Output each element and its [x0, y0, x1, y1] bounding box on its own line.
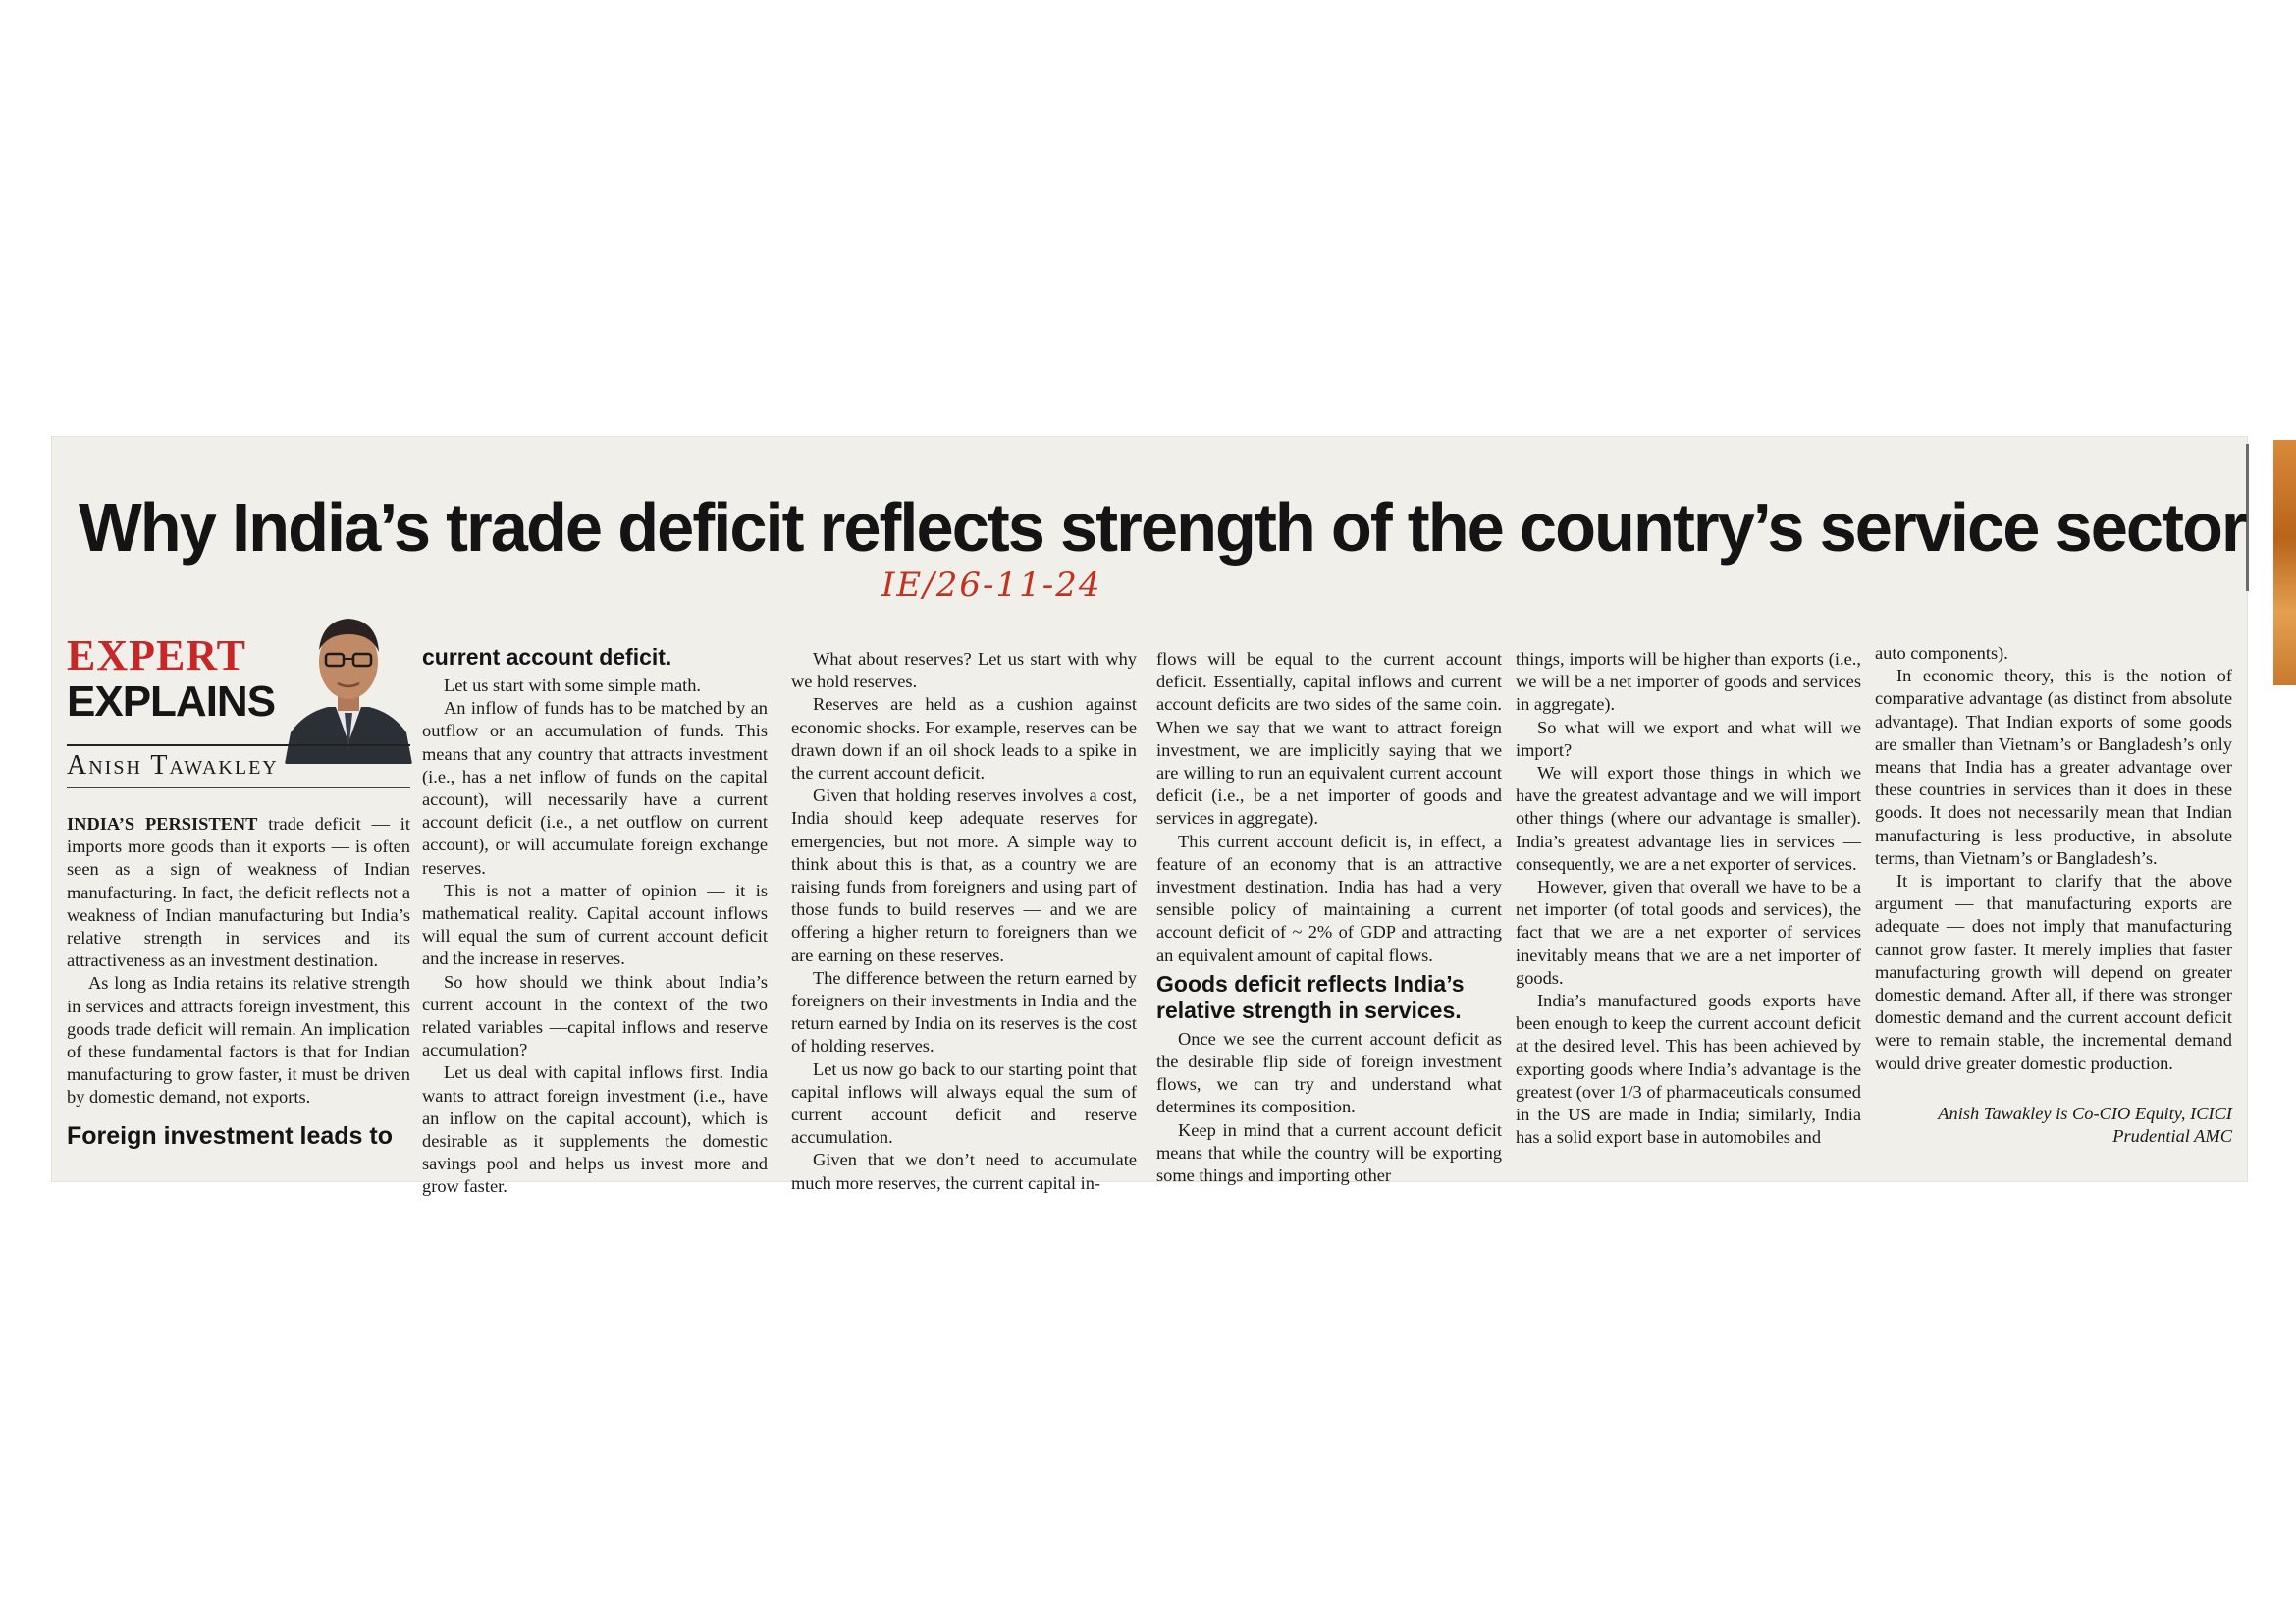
paragraph — [67, 813, 410, 972]
paragraph: So what will we export and what will we import? — [1516, 717, 1861, 760]
adjacent-page-edge — [2273, 440, 2296, 685]
explains-label: EXPLAINS — [67, 677, 276, 726]
paragraph: It is important to clarify that the above argument — that manufacturing exports are adequate — does not imply that manufacturing cannot grow faster. It merely implies that faster manufacturing growth will depend on greater domestic demand. After all, if there was stronger domestic demand and the current account deficit were to remain stable, the incremental demand would drive greater domestic production. — [1875, 871, 2232, 1073]
author-name: Anish Tawakley — [67, 750, 279, 781]
paragraph: In economic theory, this is the notion of comparative advantage (as distinct from absolute advantage). That Indian exports of some goods are smaller than Vietnam’s or Bangladesh’s only means that India has a greater advantage over these countries in services than it does in these goods. It does not necessarily mean that Indian manufacturing is less productive, in absolute terms, than Vietnam’s or Bangladesh’s. — [1875, 666, 2232, 868]
paragraph: Let us now go back to our starting point that capital inflows will always equal the sum of current account deficit and reserve accumulation. — [791, 1058, 1137, 1148]
column-divider — [2246, 444, 2249, 591]
paragraph: This is not a matter of opinion — it is mathematical reality. Capital account inflows will equal the sum of current account deficit and the increase in reserves. — [422, 880, 768, 969]
paragraph: Keep in mind that a current account deficit means that while the country will be exporting some things and importing other — [1156, 1119, 1502, 1186]
article-column-5 — [1516, 648, 1861, 1149]
paragraph: An inflow of funds has to be matched by an outflow or an accumulation of funds. This means that any country that attracts investment (i.e., has a net inflow of funds on the capital account), will necessarily have a current account deficit (i.e., a net outflow on current account), or will accumulate foreign exchange reserves. — [422, 698, 768, 878]
article-column-2 — [422, 644, 768, 1199]
paragraph: The difference between the return earned by foreigners on their investments in India and the return earned by India on its reserves is the cost of holding reserves. — [791, 967, 1137, 1056]
paragraph: Once we see the current account deficit as the desirable flip side of foreign investment flows, we can try and understand what determines its composition. — [1156, 1028, 1502, 1117]
paragraph: Given that we don’t need to accumulate much more reserves, the current capital in- — [791, 1150, 1137, 1193]
paragraph: This current account deficit is, in effect, a feature of an economy that is an attractive investment destination. India has had a very sensible policy of maintaining a current account deficit of ~ 2% of GDP and attracting an equivalent amount of capital flows. — [1156, 831, 1502, 965]
paragraph: Let us deal with capital inflows first. India wants to attract foreign investment (i.e., have an inflow on the capital account), which is desirable as it supplements the domestic savings pool and helps us invest more and grow faster. — [422, 1062, 768, 1197]
byline-line-2: Prudential AMC — [2112, 1126, 2232, 1147]
author-rule — [67, 787, 410, 788]
paragraph: auto components). — [1875, 643, 2008, 663]
paragraph: flows will be equal to the current account deficit. Essentially, capital inflows and current account deficits are two sides of the same coin. When we say that we want to attract foreign investment, we are implicitly saying that we are willing to run an equivalent current account deficit (i.e., be a net importer of goods and services in aggregate). — [1156, 649, 1502, 829]
author-byline — [1875, 1103, 2232, 1148]
paragraph: As long as India retains its relative strength in services and attracts foreign investment, this goods trade deficit will remain. An implication of these fundamental factors is that for Indian manufacturing to grow faster, it must be driven by domestic demand, not exports. — [67, 973, 410, 1108]
paragraph: So how should we think about India’s current account in the context of the two related variables —capital inflows and reserve accumulation? — [422, 971, 768, 1060]
article-headline: Why India’s trade deficit reflects strength of the country’s service sector — [79, 489, 2246, 566]
paragraph: What about reserves? Let us start with why we hold reserves. — [791, 649, 1137, 692]
paragraph: However, given that overall we have to be a net importer (of total goods and services), the fact that we are a net exporter of services inevitably means that we are a net importer of goods. — [1516, 877, 1861, 988]
paragraph: Reserves are held as a cushion against economic shocks. For example, reserves can be drawn down if an oil shock leads to a spike in the current account deficit. — [791, 694, 1137, 784]
paragraph: Given that holding reserves involves a cost, India should keep adequate reserves for emergencies, but not more. A simple way to think about this is that, as a country we are raising funds from foreigners and using part of those funds to build reserves — and we are offering a higher return to foreigners than we are earning on these reserves. — [791, 785, 1137, 965]
article-column-4 — [1156, 648, 1502, 1187]
article-column-1 — [67, 813, 410, 1154]
paragraph: India’s manufactured goods exports have been enough to keep the current account deficit at the desired level. This has been achieved by exporting goods where India’s advantage is the greatest (over 1/3 of pharmaceuticals consumed in the US are made in India; similarly, India has a solid export base in automobiles and — [1516, 991, 1861, 1148]
byline-line-1: Anish Tawakley is Co-CIO Equity, ICICI — [1938, 1103, 2232, 1123]
paragraph: things, imports will be higher than exports (i.e., we will be a net importer of goods and services in aggregate). — [1516, 649, 1861, 715]
lead-in: INDIA’S PERSISTENT — [67, 814, 258, 834]
expert-label: EXPERT — [67, 631, 246, 679]
section-subhead: Goods deficit reflects India’s relative strength in services. — [1156, 970, 1465, 1023]
section-subhead: current account deficit. — [422, 644, 672, 670]
article-column-6 — [1875, 642, 2232, 1148]
paragraph: Let us start with some simple math. — [444, 676, 702, 695]
section-subhead: Foreign investment leads to — [67, 1121, 394, 1150]
handwritten-date-note: IE/26-11-24 — [881, 566, 1102, 605]
badge-rule — [67, 744, 410, 746]
lead-text: trade deficit — it imports more goods than it exports — is often seen as a sign of weakness of Indian manufacturing. In fact, the deficit reflects not a weakness of Indian manufacturing but India’s relative strength in services and its attractiveness as an investment destination. — [67, 814, 411, 971]
article-column-3 — [791, 648, 1137, 1195]
paragraph: We will export those things in which we have the greatest advantage and we will import other things (where our advantage is smaller). India’s greatest advantage lies in services — consequently, we are a net exporter of services. — [1516, 763, 1861, 874]
author-portrait — [285, 605, 412, 764]
